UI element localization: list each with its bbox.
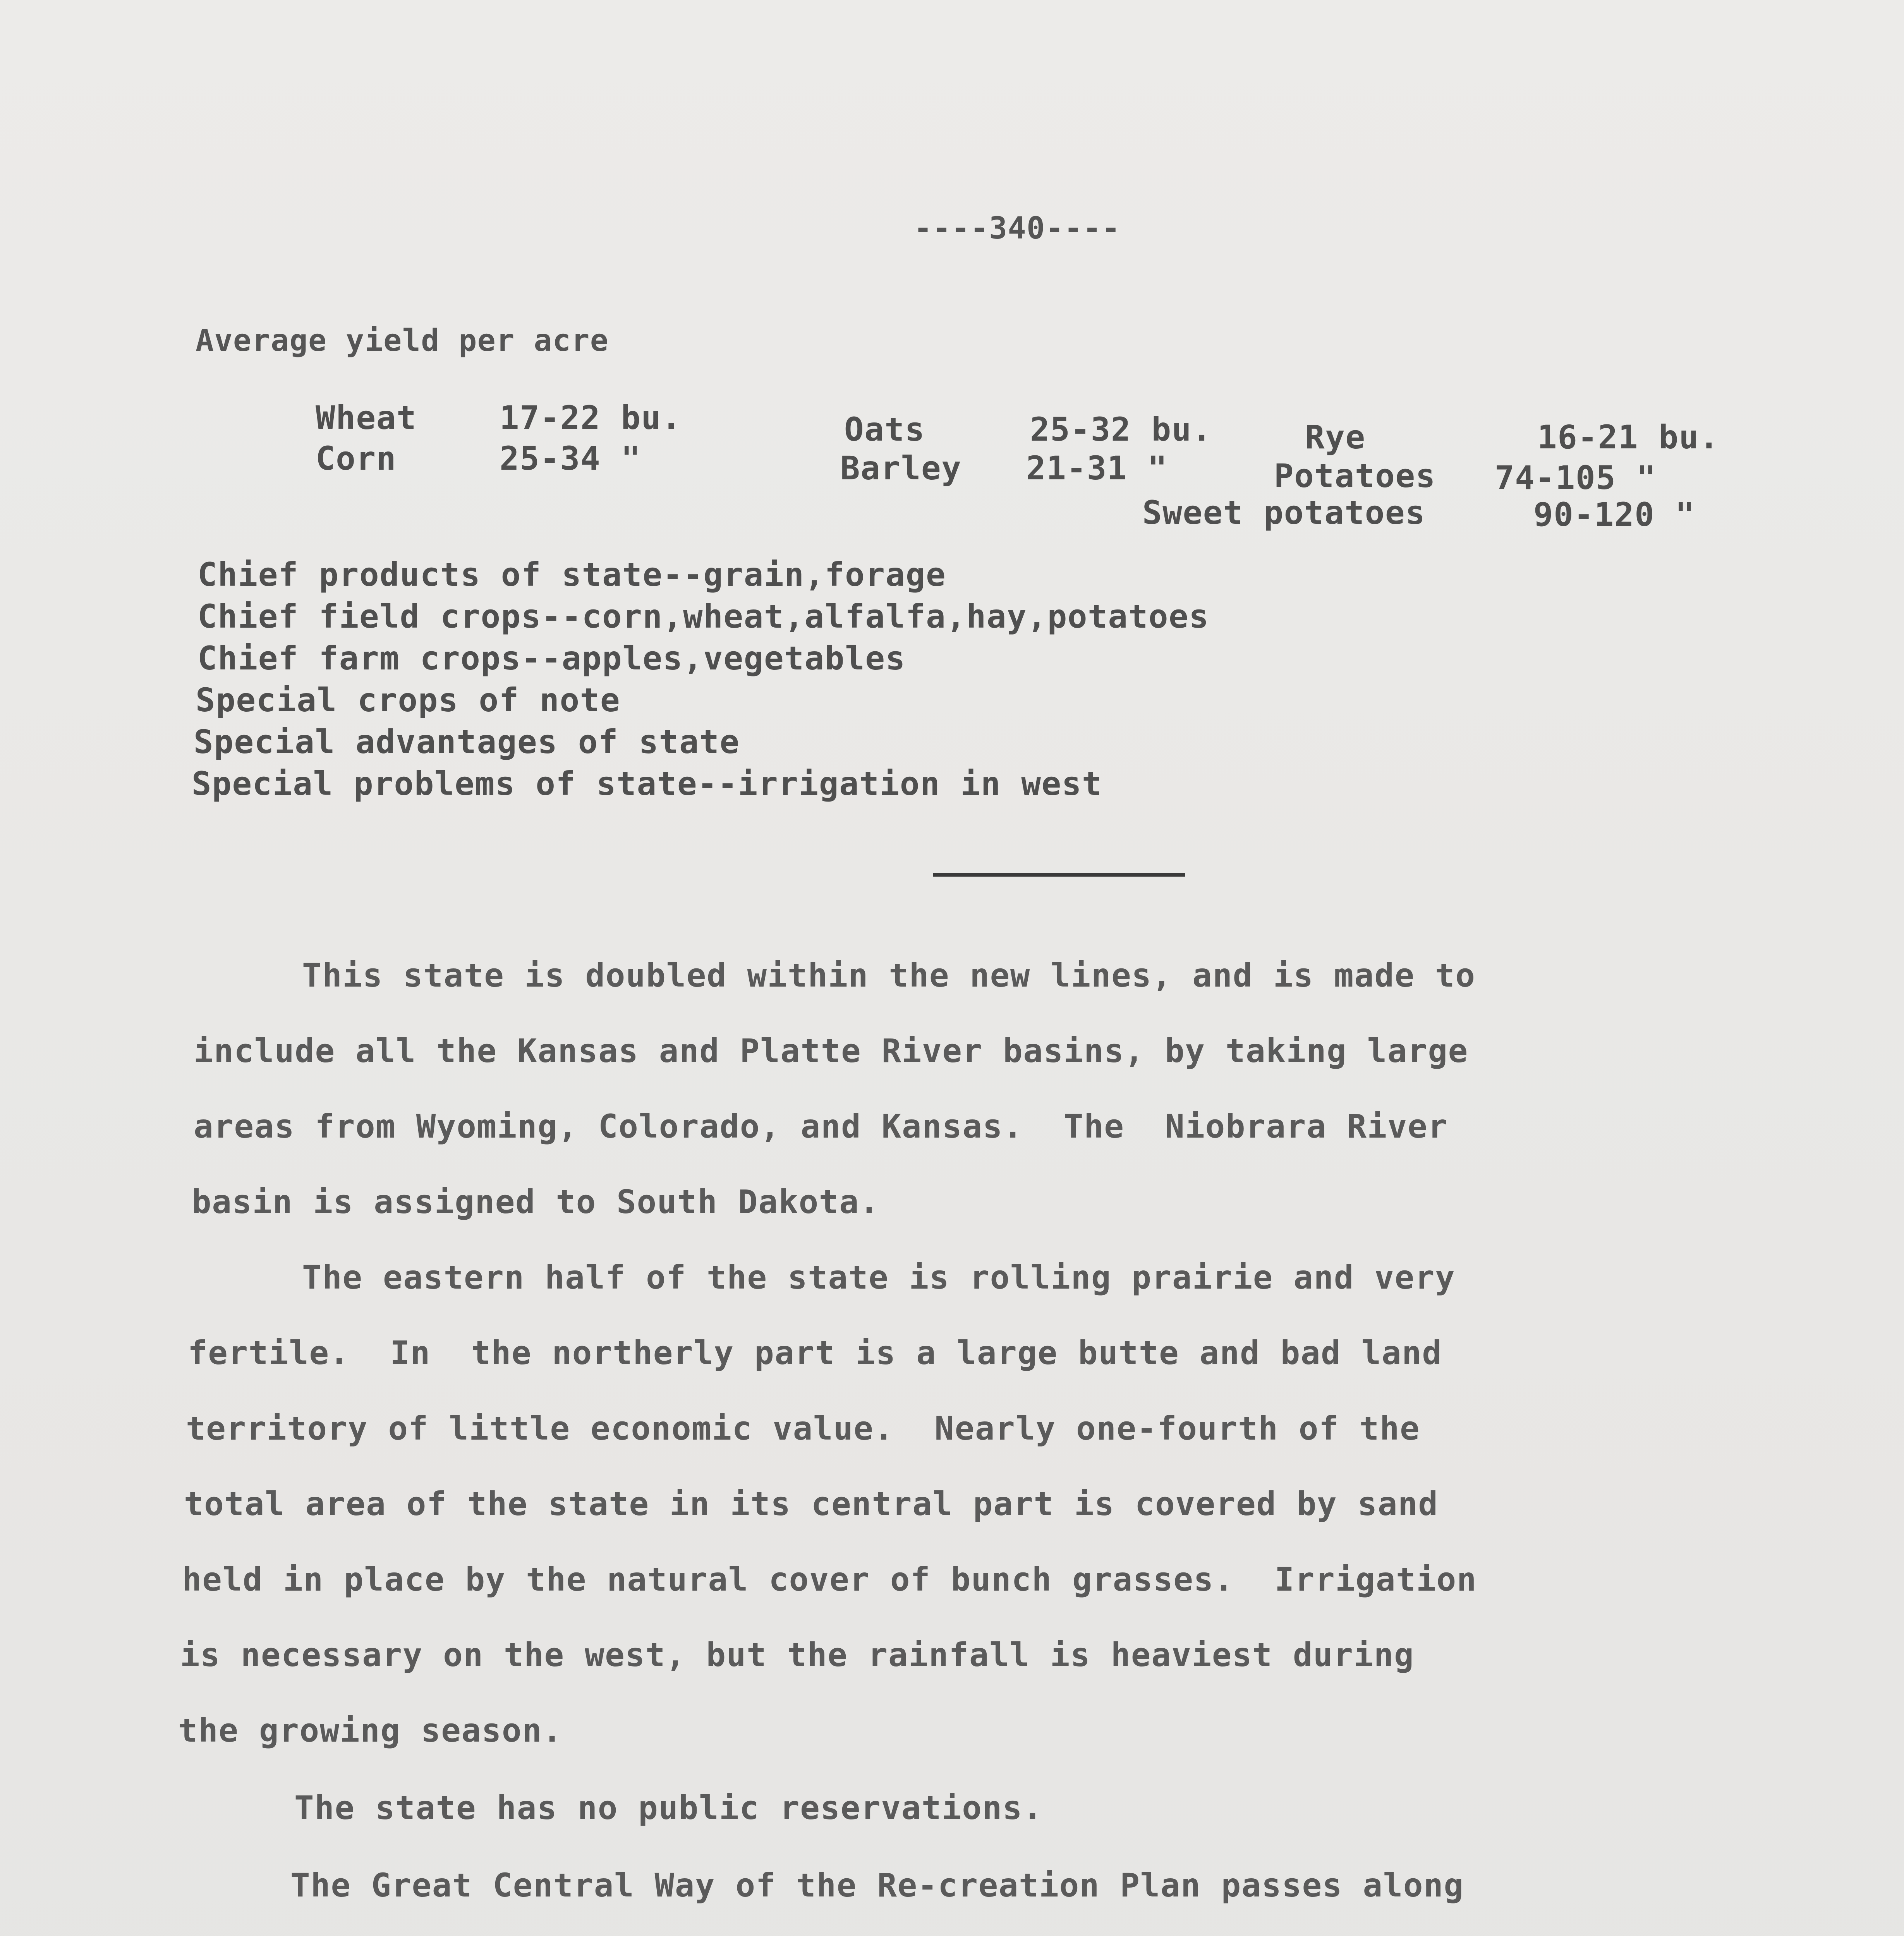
- paragraph-line: total area of the state in its central part is covered by sand: [184, 1485, 1439, 1523]
- paragraph-line: basin is assigned to South Dakota.: [192, 1183, 880, 1221]
- fact-chief-products: Chief products of state--grain,forage: [197, 556, 946, 594]
- yield-value-wheat: 17-22 bu.: [500, 399, 682, 437]
- yield-crop-rye: Rye: [1305, 418, 1366, 456]
- paragraph-line: territory of little economic value. Nearly one-fourth of the: [186, 1409, 1420, 1447]
- paragraph-line: The state has no public reservations.: [294, 1789, 1043, 1827]
- divider-rule: [933, 873, 1185, 877]
- yield-value-sweet-potatoes: 90-120 ": [1533, 496, 1696, 534]
- section-heading: Average yield per acre: [196, 323, 609, 358]
- paragraph-line: include all the Kansas and Platte River basins, by taking large: [194, 1032, 1468, 1070]
- paragraph-line: fertile. In the northerly part is a large butte and bad land: [188, 1334, 1442, 1372]
- yield-crop-corn: Corn: [316, 439, 397, 477]
- paragraph-line: This state is doubled within the new lines, and is made to: [302, 956, 1476, 994]
- paragraph-line: is necessary on the west, but the rainfall is heaviest during: [180, 1636, 1415, 1674]
- yield-value-barley: 21-31 ": [1026, 449, 1168, 487]
- yield-value-rye: 16-21 bu.: [1537, 418, 1720, 456]
- yield-crop-sweet-potatoes: Sweet potatoes: [1142, 494, 1426, 532]
- yield-crop-wheat: Wheat: [316, 399, 417, 437]
- fact-chief-field-crops: Chief field crops--corn,wheat,alfalfa,hay,potatoes: [197, 597, 1209, 635]
- yield-crop-barley: Barley: [840, 449, 962, 487]
- fact-special-problems: Special problems of state--irrigation in west: [192, 765, 1102, 803]
- fact-chief-farm-crops: Chief farm crops--apples,vegetables: [197, 639, 906, 677]
- fact-special-crops: Special crops of note: [196, 681, 621, 719]
- paragraph-line: held in place by the natural cover of bunch grasses. Irrigation: [182, 1560, 1477, 1598]
- paragraph-line: areas from Wyoming, Colorado, and Kansas. The Niobrara River: [194, 1107, 1448, 1145]
- paragraph-line: The eastern half of the state is rolling prairie and very: [302, 1258, 1456, 1296]
- yield-value-corn: 25-34 ": [500, 439, 641, 477]
- page-number: ----340----: [914, 211, 1121, 246]
- fact-special-advantages: Special advantages of state: [194, 723, 740, 761]
- yield-crop-oats: Oats: [844, 410, 925, 448]
- paragraph-line: the growing season.: [178, 1711, 563, 1749]
- yield-value-potatoes: 74-105 ": [1495, 459, 1657, 497]
- paragraph-line: The Great Central Way of the Re-creation Plan passes along: [290, 1866, 1464, 1904]
- yield-value-oats: 25-32 bu.: [1030, 410, 1212, 448]
- yield-crop-potatoes: Potatoes: [1274, 457, 1436, 495]
